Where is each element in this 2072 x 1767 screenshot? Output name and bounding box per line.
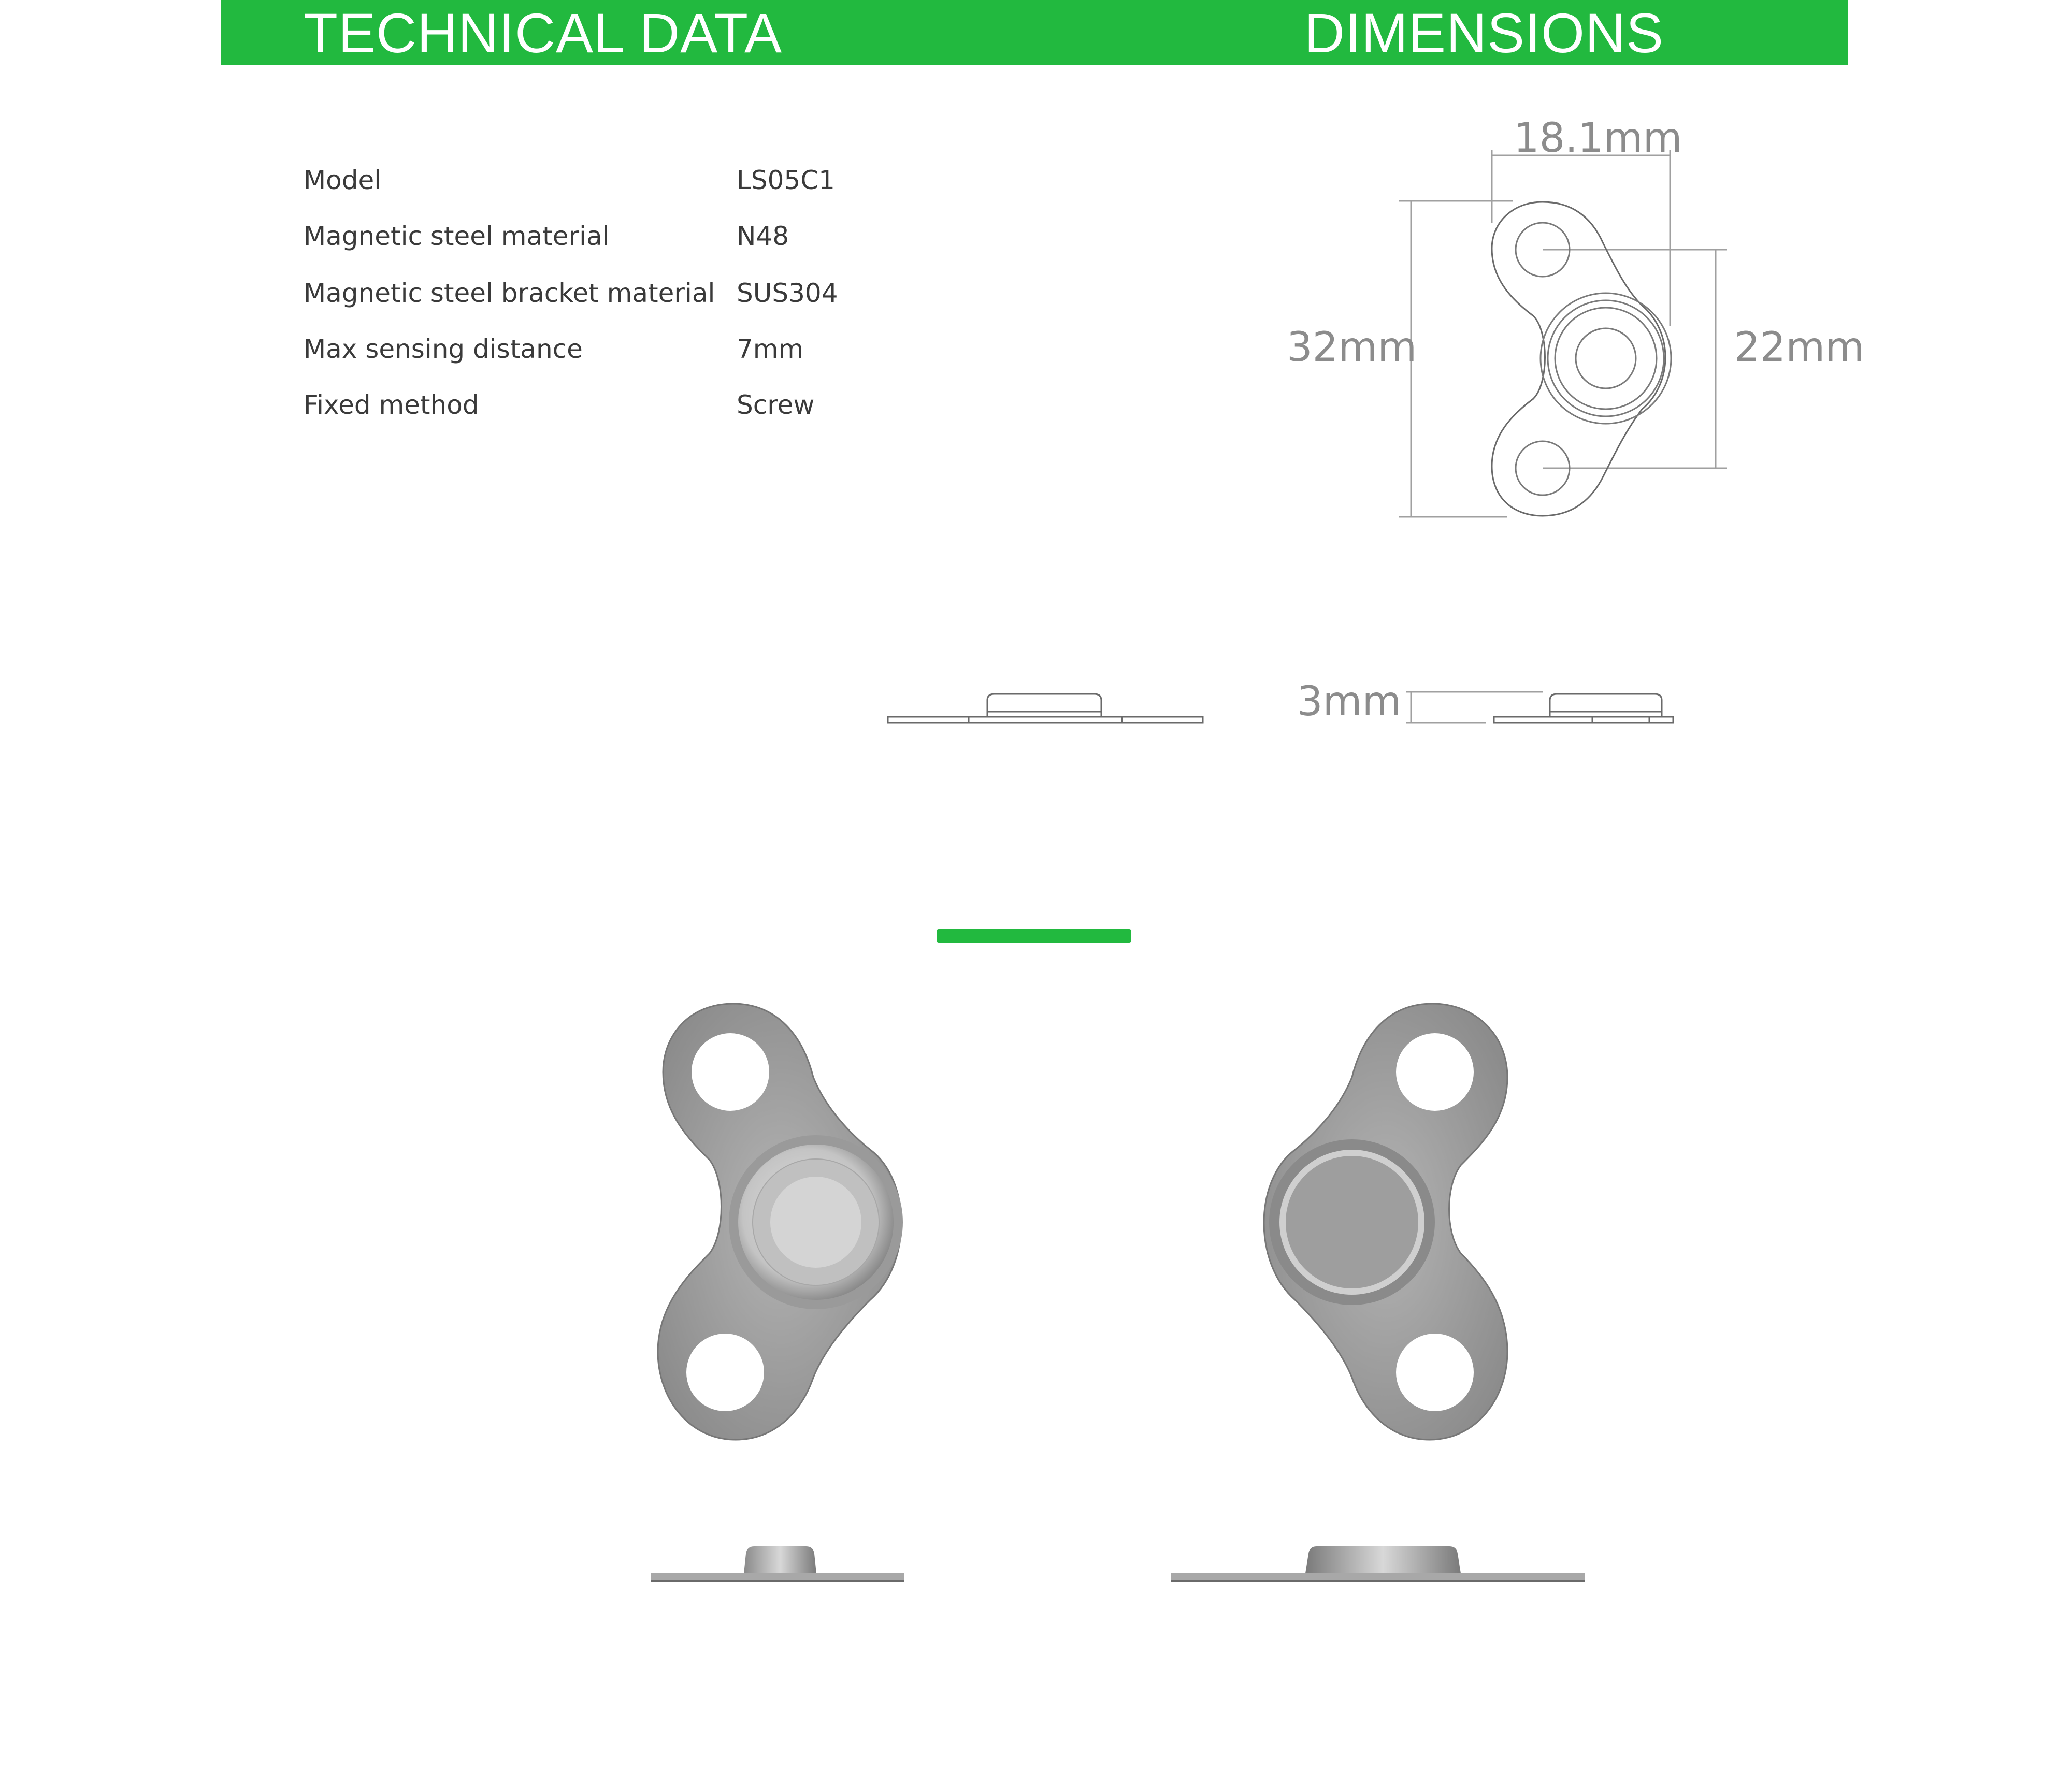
side-view-drawing-right xyxy=(1406,692,1673,723)
dimensions-title: DIMENSIONS xyxy=(1304,2,1664,64)
spec-value: 7mm xyxy=(737,334,804,364)
spec-value: N48 xyxy=(737,221,789,251)
spec-value: LS05C1 xyxy=(737,165,835,195)
side-view-drawing-left xyxy=(888,694,1203,723)
spec-value: Screw xyxy=(737,390,815,420)
spec-label: Max sensing distance xyxy=(304,334,583,364)
width-dimension-label: 18.1mm xyxy=(1514,115,1682,162)
spec-label: Fixed method xyxy=(304,390,479,420)
product-render-back xyxy=(1248,994,1518,1450)
product-side-render-left xyxy=(651,1543,910,1595)
height-dimension-label: 32mm xyxy=(1287,324,1417,371)
product-render-front xyxy=(642,994,922,1450)
spec-label: Model xyxy=(304,165,382,195)
spec-label: Magnetic steel material xyxy=(304,221,610,251)
product-side-render-right xyxy=(1171,1543,1595,1595)
spec-value: SUS304 xyxy=(737,278,838,308)
technical-data-title: TECHNICAL DATA xyxy=(304,2,783,64)
thickness-dimension-label: 3mm xyxy=(1297,678,1402,725)
spec-label: Magnetic steel bracket material xyxy=(304,278,715,308)
hole-spacing-dimension-label: 22mm xyxy=(1734,324,1865,371)
section-divider xyxy=(937,929,1131,943)
